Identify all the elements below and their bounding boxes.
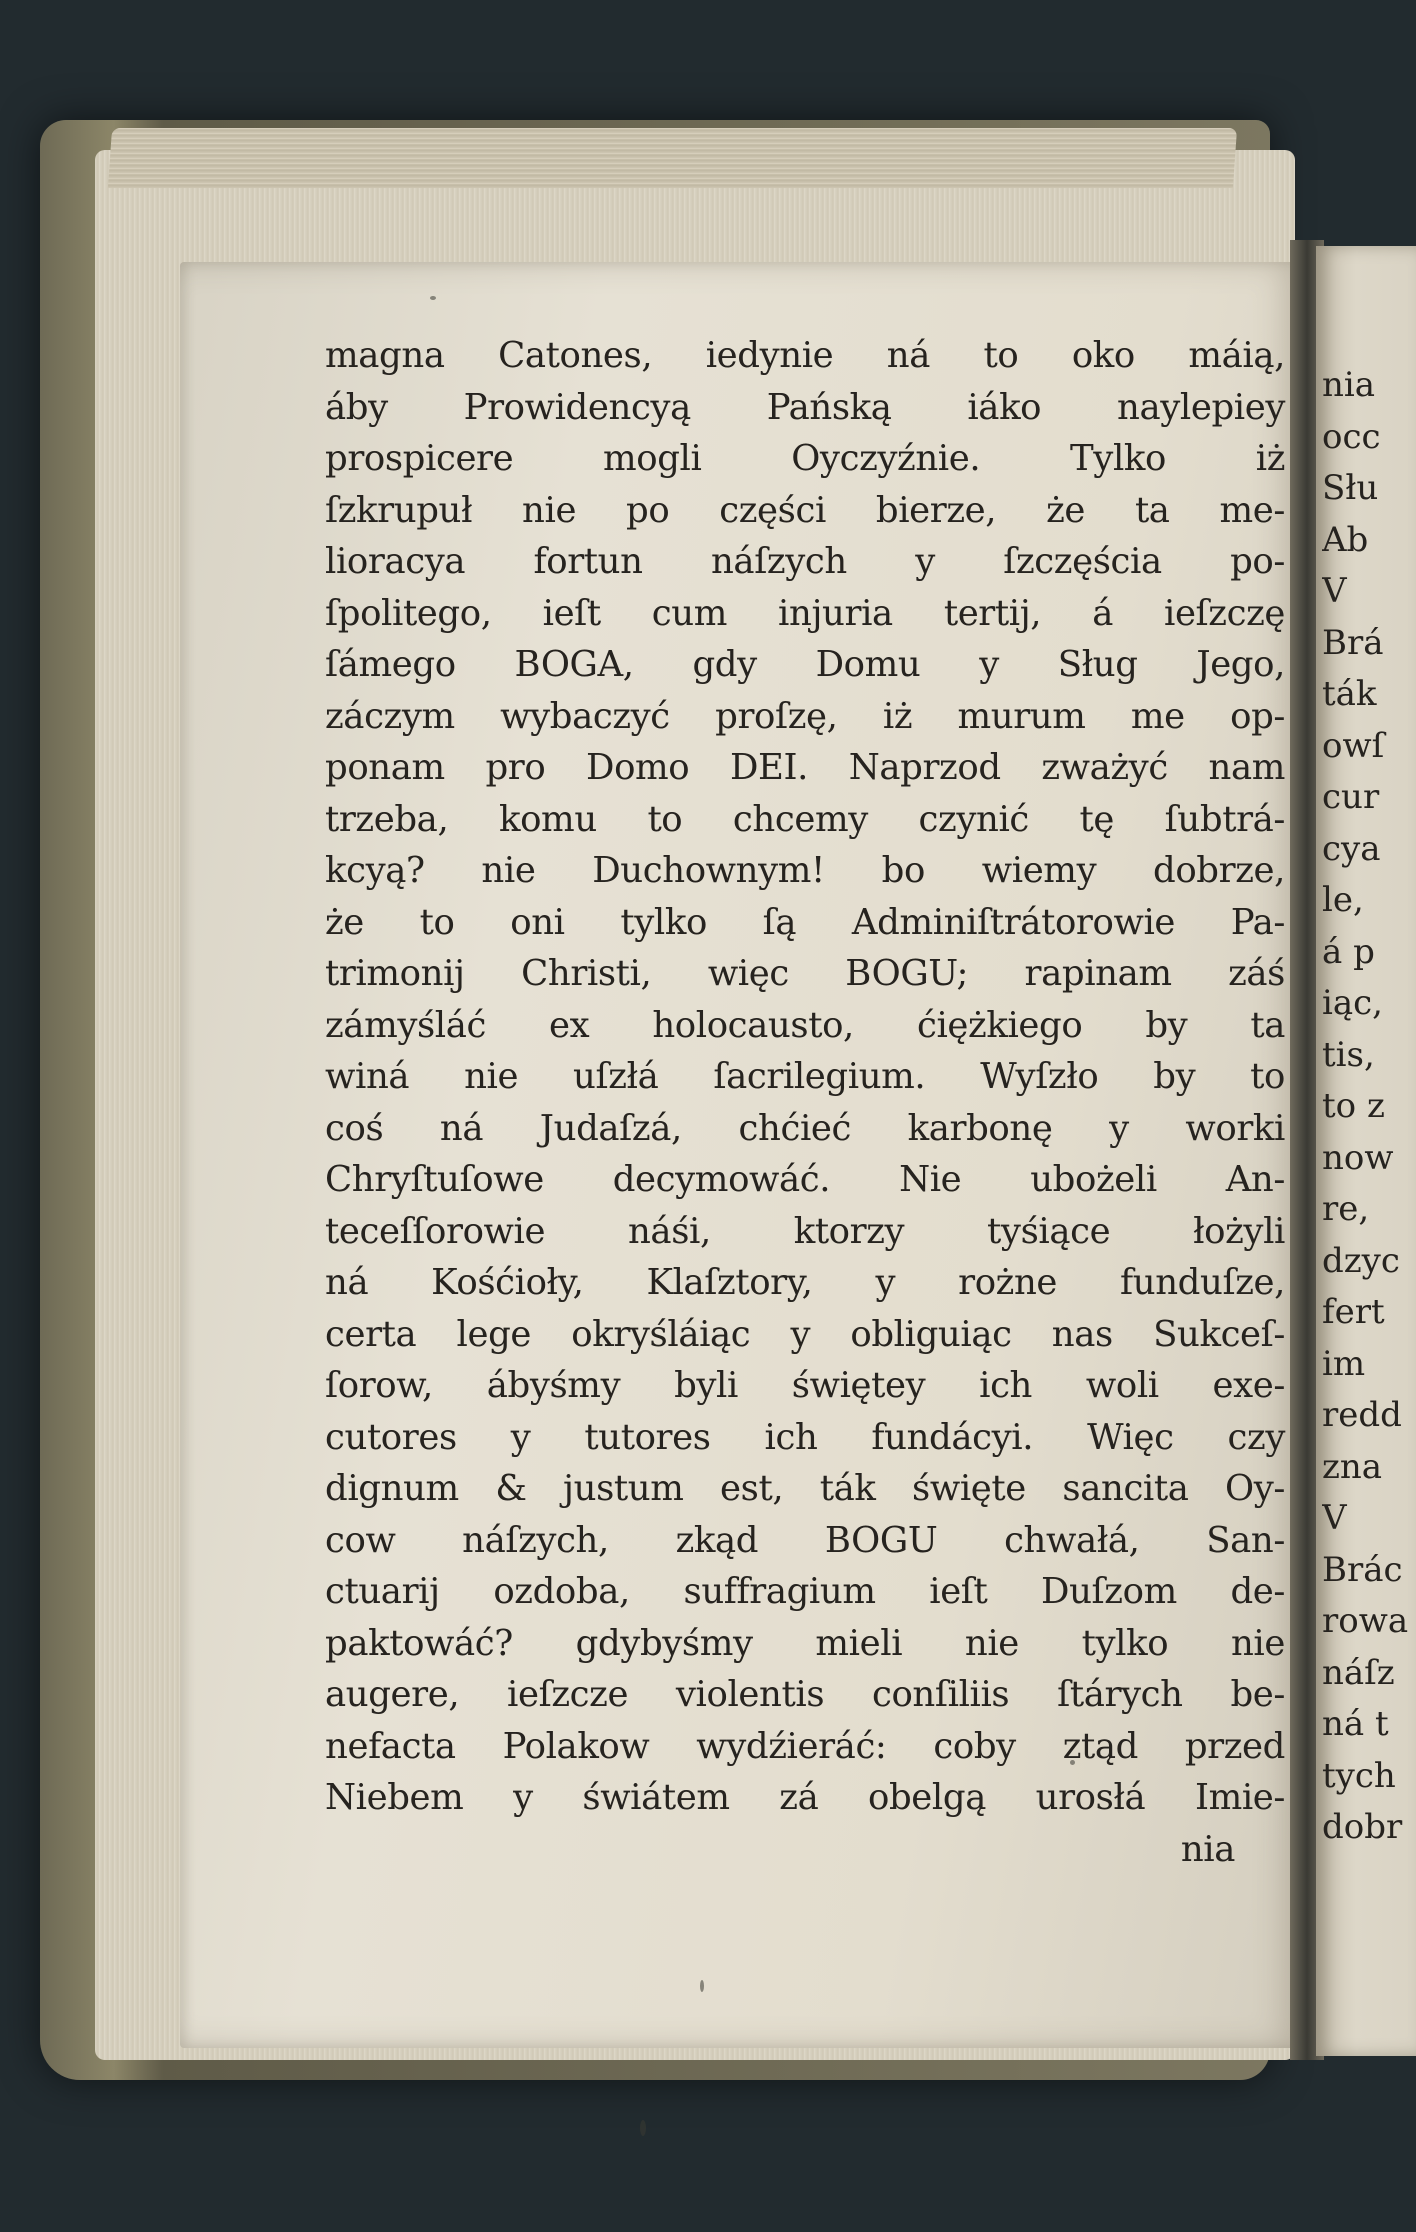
text-line: ponam pro Domo DEI. Naprzod zważyć nam	[325, 747, 1285, 788]
text-line: winá nie uſzłá ſacrilegium. Wyſzło by to	[325, 1056, 1285, 1097]
text-line: paktowáć? gdybyśmy mieli nie tylko nie	[325, 1622, 1285, 1664]
text-line: coś ná Judaſzá, chćieć karbonę y worki	[325, 1107, 1285, 1149]
facing-page-text	[1322, 360, 1416, 1854]
text-line: trzeba, komu to chcemy czynić tę ſubtrá-	[325, 798, 1285, 840]
facing-line: Brác	[1322, 1549, 1403, 1590]
text-line: ſzkrupuł nie po części bierze, że ta me-	[325, 489, 1285, 531]
facing-line: cya	[1322, 828, 1381, 869]
text-line: dignum & justum est, ták święte sancita Oy-	[325, 1468, 1285, 1509]
facing-line: á p	[1322, 931, 1375, 972]
text-line: prospicere mogli Oyczyźnie. Tylko iż	[325, 438, 1285, 479]
facing-line: to z	[1322, 1086, 1385, 1126]
text-line: augere, ieſzcze violentis conſiliis ſtárych be-	[325, 1674, 1285, 1715]
facing-line: le,	[1322, 880, 1364, 920]
text-line: ſámego BOGA, gdy Domu y Sług Jego,	[325, 644, 1285, 685]
text-line: cow náſzych, zkąd BOGU chwałá, San-	[325, 1519, 1285, 1561]
text-line: áby Prowidencyą Pańską iáko naylepiey	[325, 386, 1285, 428]
text-line: Niebem y świátem zá obelgą urosłá Imie-	[325, 1777, 1285, 1818]
facing-line: re,	[1322, 1189, 1370, 1229]
text-line: zámyśláć ex holocausto, ćiężkiego by ta	[325, 1004, 1285, 1046]
facing-line: now	[1322, 1137, 1394, 1178]
facing-line: V	[1322, 571, 1347, 611]
facing-line: dzyc	[1322, 1240, 1400, 1281]
facing-line: Brá	[1322, 622, 1384, 663]
text-line: ſpolitego, ieſt cum injuria tertij, á ieſzczę	[325, 592, 1285, 634]
facing-line: fert	[1322, 1292, 1385, 1332]
text-line: ſorow, ábyśmy byli świętey ich woli exe-	[325, 1365, 1285, 1406]
facing-line: im	[1322, 1343, 1366, 1384]
text-line: záczym wybaczyć proſzę, iż murum me op-	[325, 695, 1285, 737]
page-text	[325, 330, 1285, 1875]
top-page-edges	[108, 128, 1237, 188]
facing-line: owſ	[1322, 725, 1385, 766]
text-line: cutores y tutores ich fundácyi. Więc czy	[325, 1416, 1285, 1458]
facing-line: tis,	[1322, 1034, 1375, 1075]
text-line: ctuarij ozdoba, suffragium ieſt Duſzom de-	[325, 1571, 1285, 1612]
text-line: że to oni tylko ſą Adminiſtrátorowie Pa-	[325, 901, 1285, 943]
text-line: ná Kośćioły, Klaſztory, y rożne funduſze,	[325, 1262, 1285, 1303]
text-line: magna Catones, iedynie ná to oko máią,	[325, 335, 1285, 376]
text-line: teceſſorowie náśi, ktorzy tyśiące łożyli	[325, 1210, 1285, 1252]
facing-line: Ab	[1322, 519, 1369, 560]
text-line: kcyą? nie Duchownym! bo wiemy dobrze,	[325, 850, 1285, 891]
facing-line: ná t	[1322, 1704, 1389, 1744]
facing-line: dobr	[1322, 1807, 1403, 1847]
facing-line: V	[1322, 1498, 1347, 1538]
facing-line: nia	[1322, 365, 1376, 405]
facing-line: tych	[1322, 1755, 1396, 1796]
facing-line: occ	[1322, 416, 1381, 457]
facing-line: ták	[1322, 674, 1377, 714]
facing-line: redd	[1322, 1395, 1402, 1435]
facing-line: cur	[1322, 777, 1380, 817]
facing-line: zna	[1322, 1446, 1383, 1487]
facing-line: iąc,	[1322, 983, 1383, 1023]
text-line: lioracya fortun náſzych y ſzczęścia po-	[325, 541, 1285, 582]
facing-line: náſz	[1322, 1652, 1395, 1693]
catchword: nia	[1180, 1828, 1235, 1870]
text-line: Chryſtuſowe decymowáć. Nie ubożeli An-	[325, 1159, 1285, 1200]
facing-line: rowa	[1322, 1601, 1409, 1641]
facing-line: Słu	[1322, 468, 1379, 508]
text-line: trimonij Christi, więc BOGU; rapinam záś	[325, 953, 1285, 994]
text-line: nefacta Polakow wydźieráć: coby ztąd przed	[325, 1725, 1285, 1767]
text-line: certa lege okryśláiąc y obliguiąc nas Sukceſ-	[325, 1313, 1285, 1355]
